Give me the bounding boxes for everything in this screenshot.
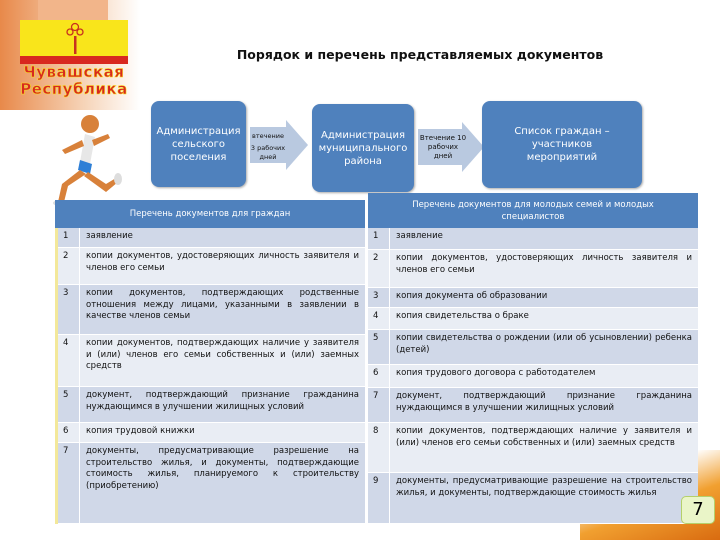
table-row <box>368 308 698 330</box>
chuvashia-flag <box>20 20 128 64</box>
row-number: 5 <box>58 387 80 422</box>
table-row <box>368 388 698 423</box>
flow-box-participants-list <box>482 101 642 188</box>
row-number: 1 <box>58 228 80 247</box>
row-text: копии документов, удостоверяющих личность заявителя и членов его семьи <box>86 251 359 273</box>
running-man-icon <box>40 112 130 207</box>
row-number: 7 <box>368 388 390 422</box>
row-text: заявление <box>396 231 443 241</box>
left-documents-table <box>55 228 365 524</box>
arrow-label: рабочих <box>427 143 459 151</box>
row-text: копия трудового договора с работодателем <box>396 368 596 378</box>
row-number: 6 <box>58 423 80 442</box>
page-number: 7 <box>681 496 715 524</box>
row-text: копия документа об образовании <box>396 291 548 301</box>
table-row <box>58 335 365 387</box>
row-number: 4 <box>368 308 390 329</box>
table-row <box>368 423 698 473</box>
table-row <box>58 228 365 248</box>
row-text: документ, подтверждающий признание гражданина нуждающимся в улучшении жилищных условий <box>86 390 359 412</box>
arrow-label: 3 рабочих <box>250 144 286 152</box>
row-number: 3 <box>368 288 390 307</box>
row-text: документы, предусматривающие разрешение на строительство жилья, и документы, подтверждающие стоимость жилья <box>396 476 692 498</box>
row-text: копии документов, подтверждающих родственные отношения между лицами, указанными в заявлении в качестве членов семьи <box>86 288 359 321</box>
row-text: копии документов, подтверждающих наличие у заявителя и (или) членов его семьи собственных и (или) заемных средств <box>86 338 359 371</box>
row-number: 9 <box>368 473 390 523</box>
right-table-header-text: Перечень документов для молодых семей и молодых специалистов <box>412 199 654 222</box>
page-title: Порядок и перечень представляемых документов <box>236 47 604 62</box>
row-number: 7 <box>58 443 80 523</box>
flow-box-rural-admin <box>151 101 246 187</box>
row-number: 3 <box>58 285 80 334</box>
row-text: копии документов, подтверждающих наличие у заявителя и (или) членов его семьи собственных и (или) заемных средств <box>396 426 692 448</box>
table-row <box>58 443 365 524</box>
table-row <box>368 250 698 288</box>
right-documents-table <box>368 228 698 524</box>
flow-box-label: Администрация муниципального района <box>318 129 408 167</box>
row-text: заявление <box>86 231 133 241</box>
left-table-header <box>55 200 365 228</box>
row-text: документы, предусматривающие разрешение на строительство жилья, и документы, подтверждающие стоимость жилья, планируемого к строительству (приобретению) <box>86 446 359 491</box>
table-row <box>58 285 365 335</box>
table-row <box>368 228 698 250</box>
table-row <box>58 248 365 285</box>
arrow-label: дней <box>259 153 277 161</box>
flow-box-municipal-admin <box>312 104 414 192</box>
table-row <box>368 330 698 365</box>
logo-line-1: Чувашская <box>23 63 125 81</box>
arrow-label: дней <box>433 152 453 160</box>
logo-text <box>18 64 130 98</box>
table-row <box>58 423 365 443</box>
row-number: 6 <box>368 365 390 387</box>
table-row <box>58 387 365 423</box>
row-number: 8 <box>368 423 390 472</box>
table-row <box>368 473 698 524</box>
table-row <box>368 288 698 308</box>
row-number: 4 <box>58 335 80 386</box>
row-number: 1 <box>368 228 390 249</box>
row-text: копия свидетельства о браке <box>396 311 529 321</box>
arrow-label: Втечение 10 <box>419 134 467 142</box>
row-number: 2 <box>58 248 80 284</box>
arrow-label: втечение <box>252 132 284 140</box>
left-table-header-text: Перечень документов для граждан <box>129 209 291 219</box>
corner-ornament-top <box>38 0 108 20</box>
table-row <box>368 365 698 388</box>
tree-of-life-icon <box>66 22 84 54</box>
flow-box-label: Администрация сельского поселения <box>156 125 241 163</box>
row-text: документ, подтверждающий признание гражданина нуждающимся в улучшении жилищных условий <box>396 391 692 413</box>
row-number: 2 <box>368 250 390 287</box>
row-text: копия трудовой книжки <box>86 426 195 436</box>
flow-box-label: Список граждан – участников мероприятий <box>514 126 610 163</box>
row-number: 5 <box>368 330 390 364</box>
logo-line-2: Республика <box>20 80 128 98</box>
row-text: копии свидетельства о рождении (или об усыновлении) ребенка (детей) <box>396 333 692 355</box>
right-table-header <box>368 193 698 228</box>
flow-arrow-1 <box>250 120 306 170</box>
row-text: копии документов, удостоверяющих личность заявителя и членов его семьи <box>396 253 692 275</box>
flow-arrow-2 <box>418 122 483 172</box>
